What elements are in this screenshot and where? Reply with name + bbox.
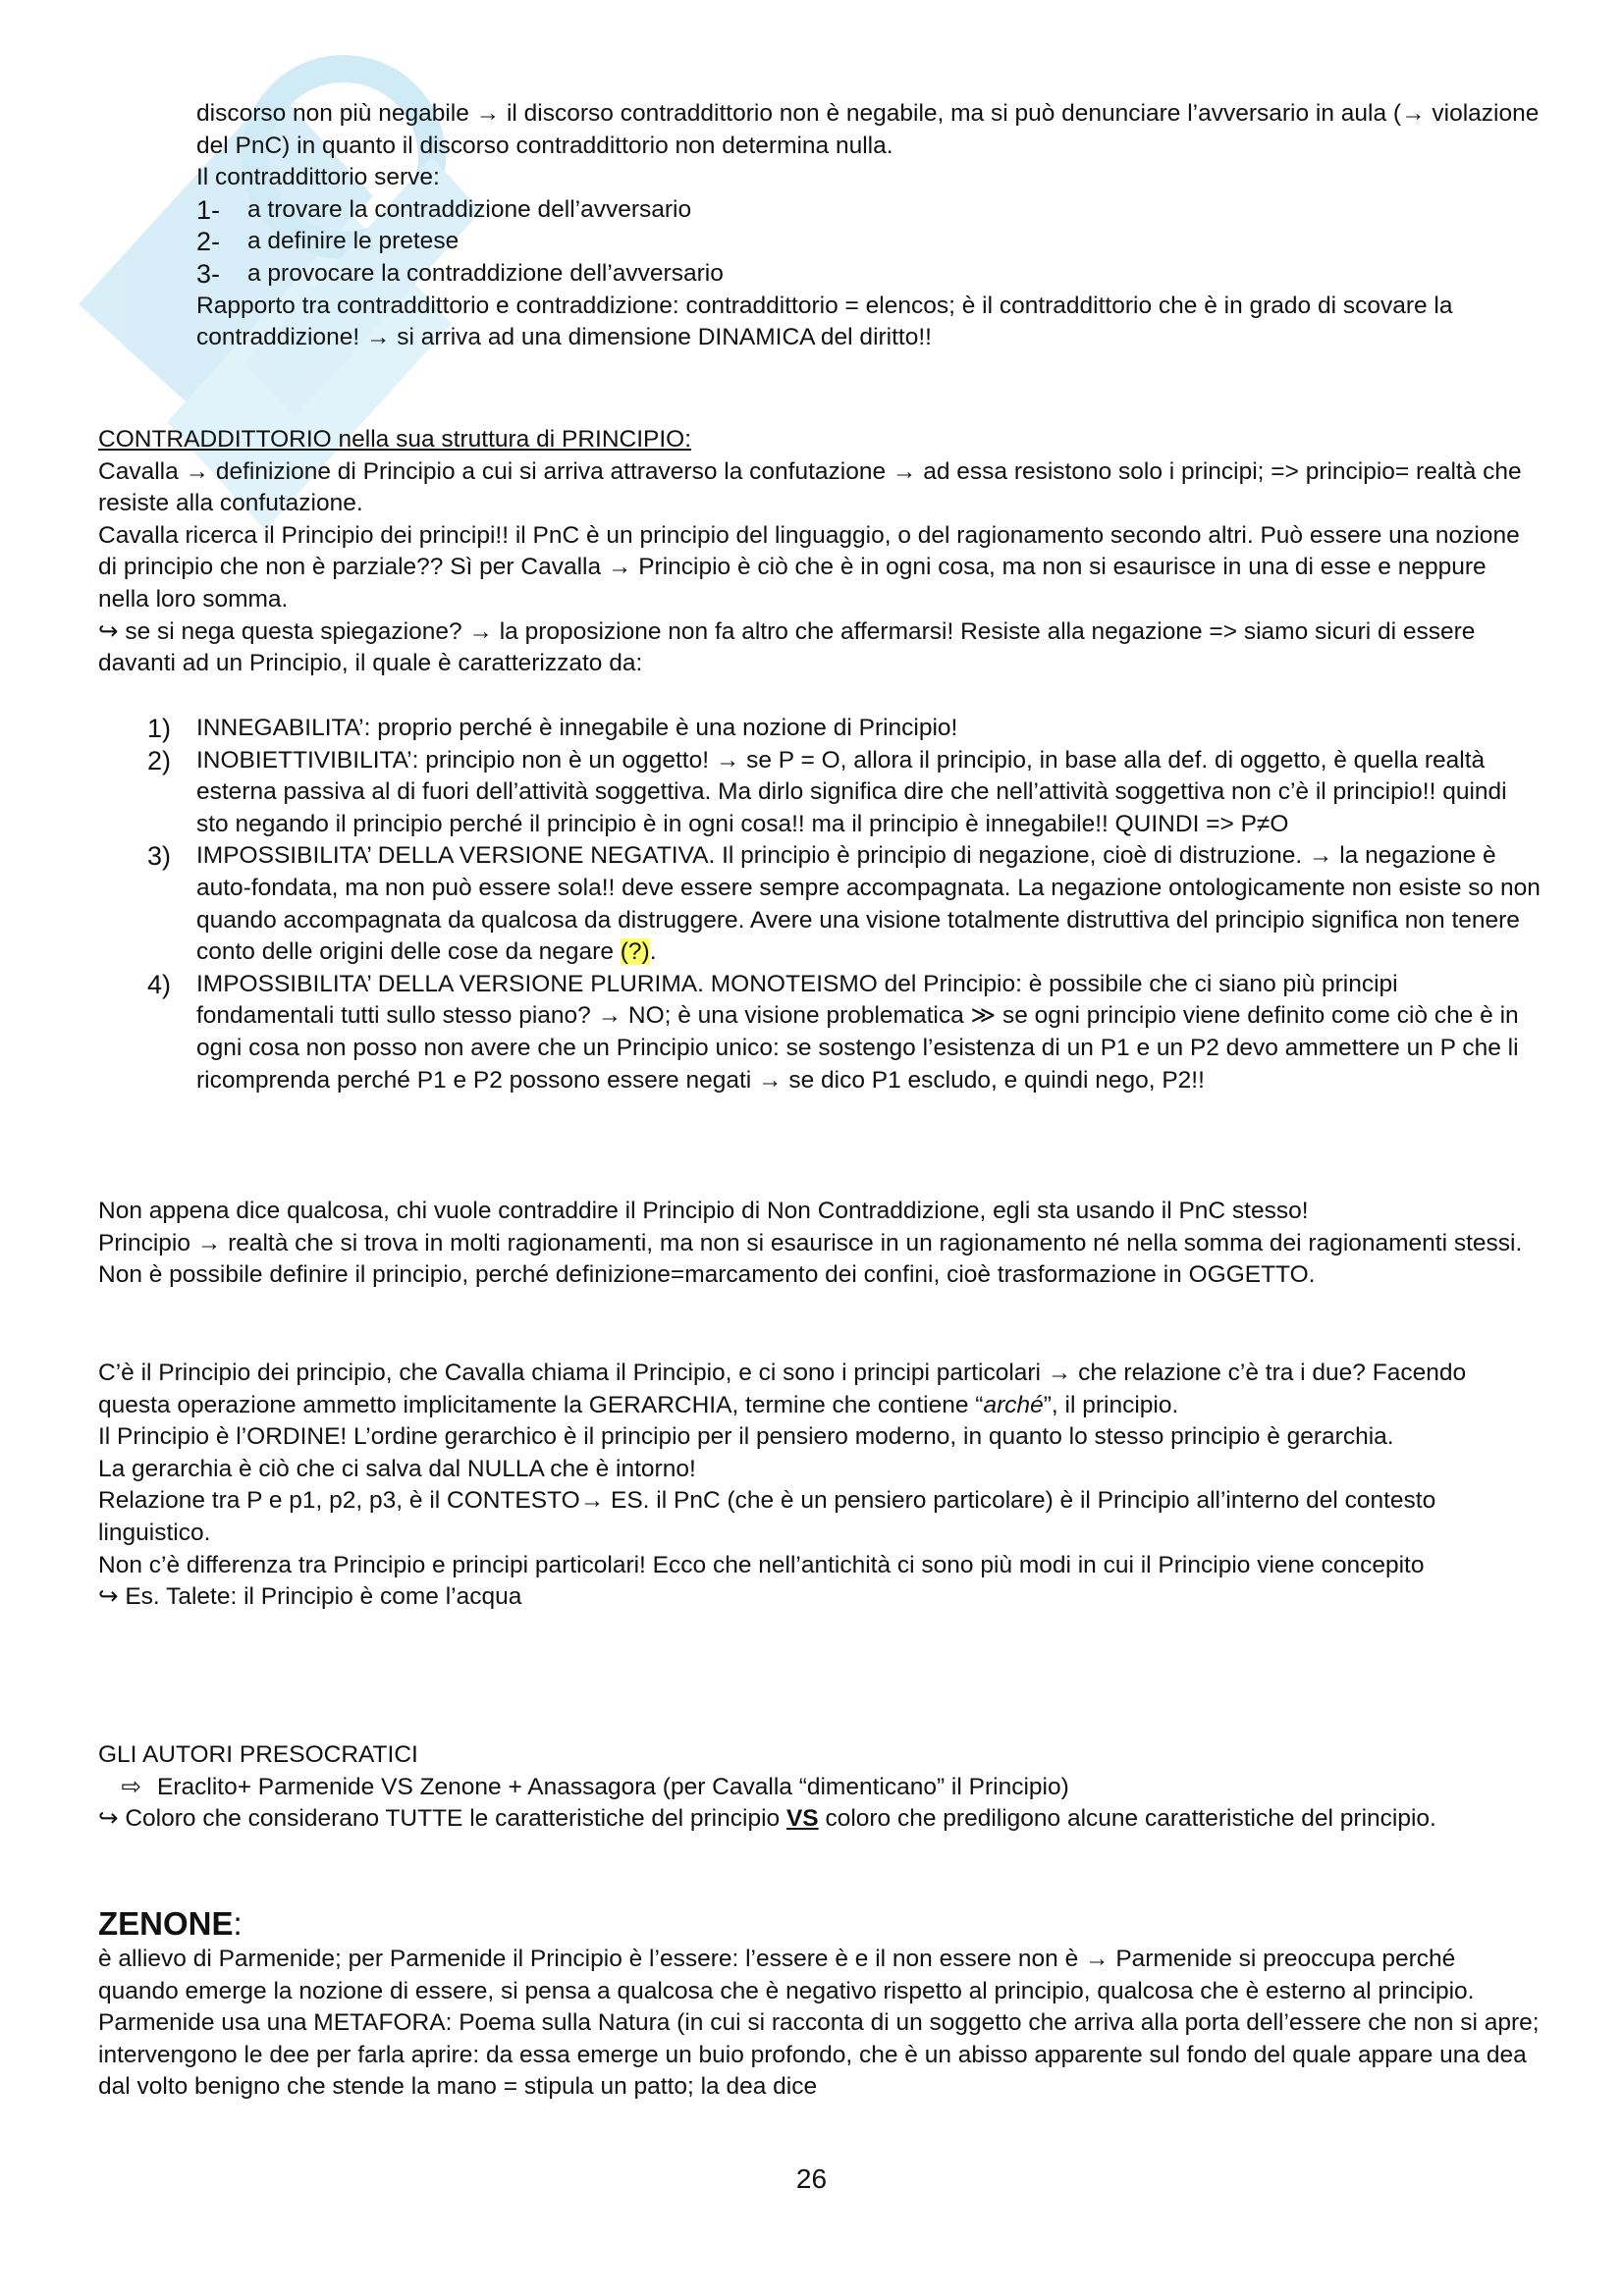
list-text: INOBIETTIVIBILITA’: principio non è un oggetto! → se P = O, allora il principio, in base alla def. di oggetto, è quella realtà esterna passiva al di fuori dell’attività soggettiva. Ma dirlo significa dire che nell’attività soggettiva non c’è il principio!! quindi sto negando il principio perché il principio è in ogni cosa!! ma il principio è innegabile!! QUINDI => P≠O (196, 746, 1507, 837)
list-item (98, 713, 1542, 745)
list-text-body: IMPOSSIBILITA’ DELLA VERSIONE NEGATIVA. Il principio è principio di negazione, cioè di distruzione. → la negazione è auto-fondata, ma non può essere sola!! deve essere sempre accompagnata. La negazione ontologicamente non esiste so non quando accompagnata da qualcosa da distruggere. Avere una visione totalmente distruttiva del principio significa non tenere conto delle origini delle cose da negare (196, 842, 1541, 966)
list-number: 3- (196, 258, 221, 289)
text-run: ”, il principio. (1043, 1391, 1179, 1418)
vs-mark: VS (785, 1805, 819, 1833)
intro-paragraph: discorso non più negabile → il discorso contraddittorio non è negabile, ma si può denunciare l’avversario in aula (→ violazione del PnC) in quanto il discorso contraddittorio non determina nulla. (196, 100, 1540, 159)
paragraph (98, 1358, 1542, 1421)
list-text: a provocare la contraddizione dell’avversario (247, 259, 724, 287)
list-item (196, 194, 1542, 227)
section-heading: CONTRADDITTORIO nella sua struttura di PRINCIPIO: (98, 426, 692, 453)
list-text: a definire le pretese (247, 228, 460, 255)
characteristics-list (98, 713, 1542, 1096)
text-run: coloro che prediligono alcune caratteristiche del principio. (818, 1805, 1436, 1833)
list-text (196, 840, 1542, 968)
list-number: 4) (147, 969, 172, 999)
list-item (98, 969, 1542, 1096)
presocratici-block (98, 1739, 1542, 1836)
paragraph: Non appena dice qualcosa, chi vuole contraddire il Principio di Non Contraddizione, egli sta usando il PnC stesso! (98, 1198, 1309, 1224)
top-block (196, 98, 1542, 354)
list-text: INNEGABILITA’: proprio perché è innegabile è una nozione di Principio! (196, 715, 958, 741)
list-item (98, 745, 1542, 841)
list-item (196, 226, 1542, 258)
paragraph: ↪ Es. Talete: il Principio è come l’acqua (98, 1583, 522, 1611)
principio-section (98, 424, 1542, 680)
paragraph: Non è possibile definire il principio, perché definizione=marcamento dei confini, cioè trasformazione in OGGETTO. (98, 1261, 1316, 1289)
text-run: ↪ Coloro che considerano TUTTE le caratteristiche del principio (98, 1805, 786, 1833)
paragraph: Principio → realtà che si trova in molti ragionamenti, ma non si esaurisce in un ragionamento né nella somma dei ragionamenti stessi. (98, 1229, 1523, 1256)
list-number: 2) (147, 745, 172, 775)
list-number: 1) (147, 714, 172, 743)
italic-term: arché (983, 1391, 1044, 1418)
paragraph: Cavalla ricerca il Principio dei principi!! il PnC è un principio del linguaggio, o del ragionamento secondo altri. Può essere una nozione di principio che non è parziale?? Sì per Cavalla → Principio è ciò che è in ogni cosa, ma non si esaurisce in una di esse e neppure nella loro somma. (98, 521, 1520, 613)
highlight-mark: (?) (620, 938, 650, 966)
section-heading: GLI AUTORI PRESOCRATICI (98, 1741, 418, 1768)
paragraph (98, 1803, 1542, 1836)
text-run: C’è il Principio dei principio, che Cavalla chiama il Principio, e ci sono i principi particolari → che relazione c’è tra i due? Facendo questa operazione ammetto implicitamente la GERARCHIA, termine che contiene “ (98, 1360, 1467, 1418)
paragraph: è allievo di Parmenide; per Parmenide il Principio è l’essere: l’essere è e il non essere non è → Parmenide si preoccupa perché quando emerge la nozione di essere, si pensa a qualcosa che è negativo rispetto al principio, qualcosa che è esterno al principio. (98, 1946, 1475, 2004)
paragraph: La gerarchia è ciò che ci salva dal NULLA che è intorno! (98, 1455, 696, 1482)
paragraph: ↪ se si nega questa spiegazione? → la proposizione non fa altro che affermarsi! Resiste alla negazione => siamo sicuri di essere davanti ad un Principio, il quale è caratterizzato da: (98, 617, 1476, 677)
after-list-block (98, 1196, 1542, 1292)
title-text: ZENONE (98, 1905, 234, 1942)
page-number: 26 (795, 2163, 828, 2194)
list-text: Eraclito+ Parmenide VS Zenone + Anassagora (per Cavalla “dimenticano” il Principio) (157, 1773, 1069, 1800)
paragraph: Parmenide usa una METAFORA: Poema sulla Natura (in cui si racconta di un soggetto che arriva alla porta dell’essere che non si apre; intervengono le dee per farla aprire: da essa emerge un buio profondo, che è un abisso apparente sul fondo del quale appare una dea dal volto benigno che stende la mano = stipula un patto; la dea dice (98, 2009, 1540, 2101)
list-number: 1- (196, 194, 221, 225)
gerarchia-block (98, 1358, 1542, 1614)
zenone-section (98, 1904, 1542, 2104)
list-text: a trovare la contraddizione dell’avversario (247, 195, 692, 223)
paragraph: Il Principio è l’ORDINE! L’ordine gerarchico è il principio per il pensiero moderno, in quanto lo stesso principio è gerarchia. (98, 1423, 1394, 1451)
list-number: 3) (147, 841, 172, 872)
arrow-icon: ⇨ (121, 1773, 141, 1800)
paragraph: Relazione tra P e p1, p2, p3, è il CONTESTO→ ES. il PnC (che è un pensiero particolare) è il Principio all’interno del contesto linguistico. (98, 1487, 1436, 1546)
paragraph: Non c’è differenza tra Principio e principi particolari! Ecco che nell’antichità ci sono più modi in cui il Principio viene concepito (98, 1551, 1425, 1578)
list-text: IMPOSSIBILITA’ DELLA VERSIONE PLURIMA. MONOTEISMO del Principio: è possibile che ci siano più principi fondamentali tutti sullo stesso piano? → NO; è una visione problematica ≫ se ogni principio viene definito come ciò che è in ogni cosa non posso non avere che un Principio unico: se sostengo l’esistenza di un P1 e un P2 devo ammettere un P che li ricomprenda perché P1 e P2 possono essere negati → se dico P1 escludo, e quindi nego, P2!! (196, 970, 1519, 1094)
list-number: 2- (196, 227, 221, 257)
section-title (98, 1904, 1542, 1944)
list-item (98, 840, 1542, 968)
list-item (98, 1772, 1542, 1804)
serve-intro: Il contraddittorio serve: (196, 164, 440, 191)
rapporto-paragraph: Rapporto tra contraddittorio e contraddizione: contraddittorio = elencos; è il contraddittorio che è in grado di scovare la contraddizione! → si arriva ad una dimensione DINAMICA del diritto!! (196, 292, 1453, 351)
paragraph: Cavalla → definizione di Principio a cui si arriva attraverso la confutazione → ad essa resistono solo i principi; => principio= realtà che resiste alla confutazione. (98, 457, 1522, 517)
list-text-tail: . (649, 938, 657, 966)
list-item (196, 258, 1542, 291)
title-colon: : (233, 1905, 243, 1942)
